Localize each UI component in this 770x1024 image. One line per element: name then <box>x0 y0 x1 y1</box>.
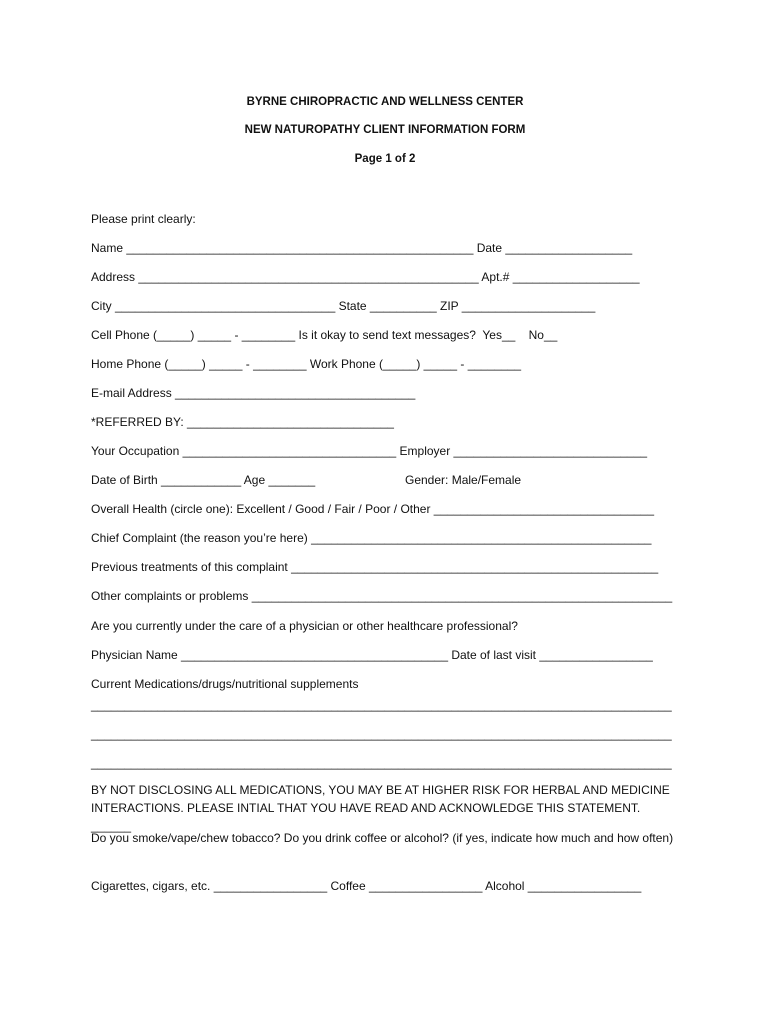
email-line: E-mail Address ____________________________________ <box>91 386 416 400</box>
medications-blank-line: _______________________________________________________________________________________ <box>91 698 672 712</box>
home-work-phone-line: Home Phone (_____) _____ - ________ Work Phone (_____) _____ - ________ <box>91 357 522 371</box>
city-state-zip-line: City _________________________________ State __________ ZIP ____________________ <box>91 299 596 313</box>
dob-age-line: Date of Birth ____________ Age _______ <box>91 473 316 487</box>
medication-disclosure-statement: BY NOT DISCLOSING ALL MEDICATIONS, YOU MAY BE AT HIGHER RISK FOR HERBAL AND MEDICINE INTERACTIONS. PLEASE INTIAL THAT YOU HAVE READ AND ACKNOWLEDGE THIS STATEMENT. ______ <box>91 783 670 833</box>
other-complaints-line: Other complaints or problems _______________________________________________________________ <box>91 589 673 603</box>
referred-by-line: *REFERRED BY: _______________________________ <box>91 415 394 429</box>
medications-blank-line: _______________________________________________________________________________________ <box>91 727 672 741</box>
tobacco-alcohol-question: Do you smoke/vape/chew tobacco? Do you drink coffee or alcohol? (if yes, indicate how much and how often) <box>91 831 674 845</box>
instruction-text: Please print clearly: <box>91 212 196 226</box>
name-date-line: Name ____________________________________________________ Date ___________________ <box>91 241 633 255</box>
medications-blank-line: _______________________________________________________________________________________ <box>91 756 672 770</box>
habits-line: Cigarettes, cigars, etc. _________________ Coffee _________________ Alcohol _________________ <box>91 879 642 893</box>
medications-label: Current Medications/drugs/nutritional supplements <box>91 677 359 691</box>
previous-treatments-line: Previous treatments of this complaint _______________________________________________________ <box>91 560 659 574</box>
chief-complaint-line: Chief Complaint (the reason you’re here) ___________________________________________________ <box>91 531 652 545</box>
page-indicator: Page 1 of 2 <box>354 153 416 165</box>
address-line: Address ___________________________________________________ Apt.# ___________________ <box>91 270 640 284</box>
clinic-name: BYRNE CHIROPRACTIC AND WELLNESS CENTER <box>246 96 524 108</box>
cell-phone-line: Cell Phone (_____) _____ - ________ Is it okay to send text messages? Yes__ No__ <box>91 328 558 342</box>
overall-health-line: Overall Health (circle one): Excellent / Good / Fair / Poor / Other _________________________________ <box>91 502 655 516</box>
physician-name-line: Physician Name ________________________________________ Date of last visit _________________ <box>91 648 653 662</box>
physician-care-question: Are you currently under the care of a physician or other healthcare professional? <box>91 619 518 633</box>
gender-field: Gender: Male/Female <box>405 473 522 487</box>
occupation-employer-line: Your Occupation ________________________________ Employer _____________________________ <box>91 444 648 458</box>
form-title: NEW NATUROPATHY CLIENT INFORMATION FORM <box>244 124 526 136</box>
